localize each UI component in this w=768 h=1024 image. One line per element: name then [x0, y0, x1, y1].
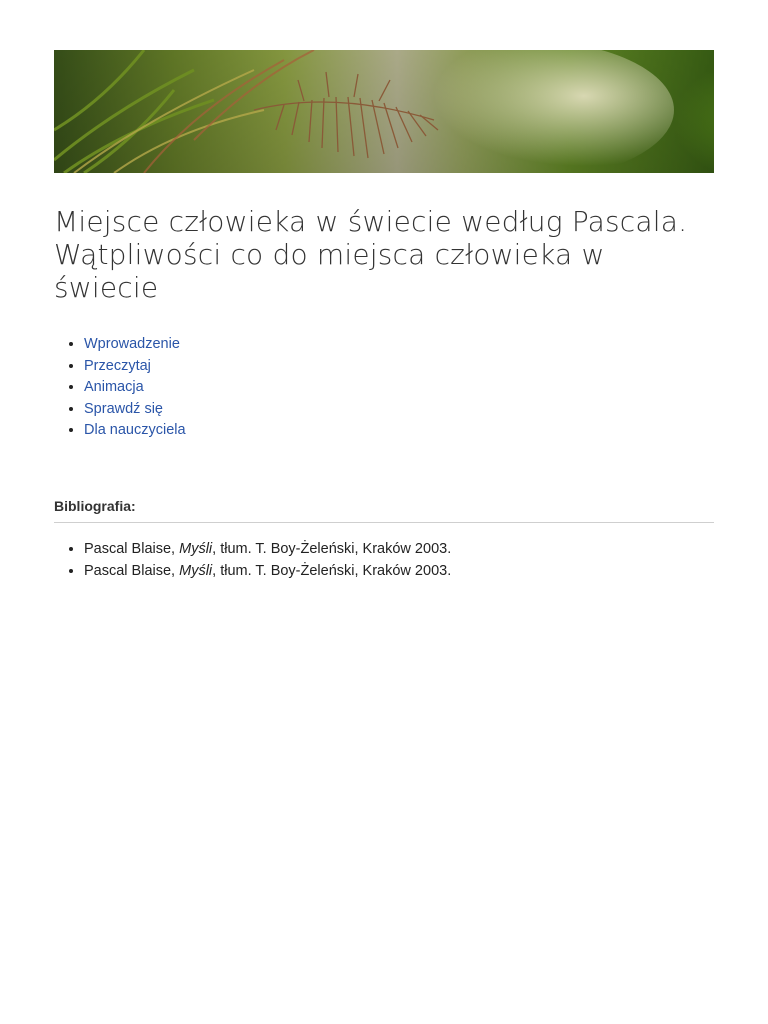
document-page [54, 50, 714, 579]
nav-item [84, 334, 186, 356]
nav-link-przeczytaj[interactable]: Przeczytaj [84, 357, 151, 374]
nav-item [84, 420, 186, 442]
banner-image [54, 50, 714, 173]
bibliography-details: , tłum. T. Boy-Żeleński, Kraków 2003. [212, 562, 452, 579]
bibliography-details: , tłum. T. Boy-Żeleński, Kraków 2003. [212, 541, 452, 557]
bibliography-entry [84, 561, 451, 583]
nav-link-wprowadzenie[interactable]: Wprowadzenie [84, 336, 180, 352]
nav-item [84, 399, 186, 421]
page-title-line-1: Miejsce człowieka w świecie według Pascala. [54, 205, 688, 238]
page-title [54, 205, 714, 304]
nav-item [84, 377, 186, 399]
nav-item [84, 356, 186, 378]
bibliography-author: Pascal Blaise, [84, 541, 180, 557]
bibliography-work-title: Myśli [179, 541, 213, 557]
bibliography-list [54, 539, 451, 582]
grass-illustration [54, 50, 714, 173]
bibliography-heading: Bibliografia: [54, 498, 714, 523]
page-title-line-2: Wątpliwości co do miejsca człowieka w świecie [54, 238, 605, 304]
bibliography-entry [84, 539, 451, 561]
bibliography-author: Pascal Blaise, [84, 562, 180, 579]
nav-link-dla-nauczyciela[interactable]: Dla nauczyciela [84, 422, 186, 439]
nav-link-animacja[interactable]: Animacja [84, 379, 144, 396]
nav-link-sprawdz-sie[interactable]: Sprawdź się [84, 400, 163, 417]
bibliography-work-title: Myśli [179, 562, 213, 579]
section-nav-list [54, 334, 186, 442]
